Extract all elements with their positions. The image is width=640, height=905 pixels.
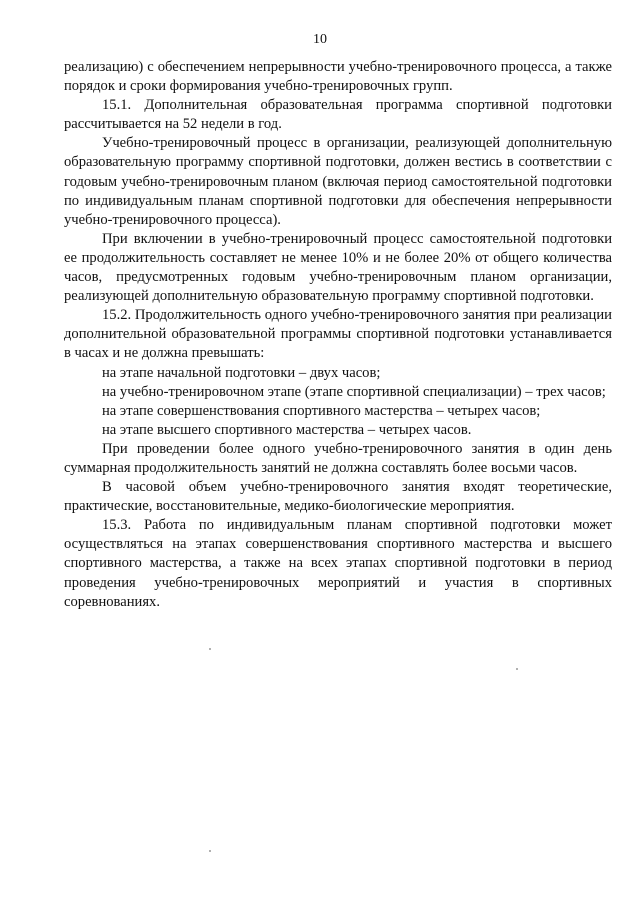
paragraph-multiple-sessions: При проведении более одного учебно-тренировочного занятия в один день суммарная продолжительность занятий не должна составлять более восьми часов. bbox=[64, 440, 612, 476]
paragraph-15-2: 15.2. Продолжительность одного учебно-тренировочного занятия при реализации дополнительной образовательной программы спортивной подготовки устанавливается в часах и не должна превышать: bbox=[64, 307, 612, 362]
paragraph-15-3: 15.3. Работа по индивидуальным планам спортивной подготовки может осуществляться на этапах совершенствования спортивного мастерства и высшего спортивного мастерства, а также на всех этапах спортивной подготовки в период проведения учебно-тренировочных мероприятий и участия в спортивных соревнованиях. bbox=[64, 517, 612, 610]
scan-speck bbox=[516, 668, 518, 670]
list-item-improvement-stage: на этапе совершенствования спортивного мастерства – четырех часов; bbox=[102, 402, 541, 419]
paragraph-self-training: При включении в учебно-тренировочный процесс самостоятельной подготовки ее продолжительность составляет не менее 10% и не более 20% от общего количества часов, предусмотренных годовым учебно-тренировочным планом организации, реализующей дополнительную образовательную программу спортивной подготовки. bbox=[64, 230, 612, 305]
paragraph-continuation: реализацию) с обеспечением непрерывности учебно-тренировочного процесса, а также порядок и сроки формирования учебно-тренировочных групп. bbox=[64, 59, 612, 95]
scan-speck bbox=[209, 648, 211, 650]
page-number: 10 bbox=[313, 32, 327, 47]
paragraph-training-process: Учебно-тренировочный процесс в организации, реализующей дополнительную образовательную программу спортивной подготовки, должен вестись в соответствии с годовым учебно-тренировочным планом (включая период самостоятельной подготовки по индивидуальным планам спортивной подготовки для обеспечения непрерывности учебно-тренировочного процесса). bbox=[64, 135, 612, 228]
paragraph-hourly-volume: В часовой объем учебно-тренировочного занятия входят теоретические, практические, восстановительные, медико-биологические мероприятия. bbox=[64, 479, 612, 515]
list-item-initial-stage: на этапе начальной подготовки – двух часов; bbox=[102, 364, 381, 381]
list-item-highest-stage: на этапе высшего спортивного мастерства – четырех часов. bbox=[102, 421, 472, 438]
list-item-training-stage: на учебно-тренировочном этапе (этапе спортивной специализации) – трех часов; bbox=[102, 383, 606, 400]
document-body bbox=[64, 58, 612, 612]
paragraph-15-1: 15.1. Дополнительная образовательная программа спортивной подготовки рассчитывается на 52 недели в год. bbox=[64, 97, 612, 133]
scan-speck bbox=[209, 850, 211, 852]
